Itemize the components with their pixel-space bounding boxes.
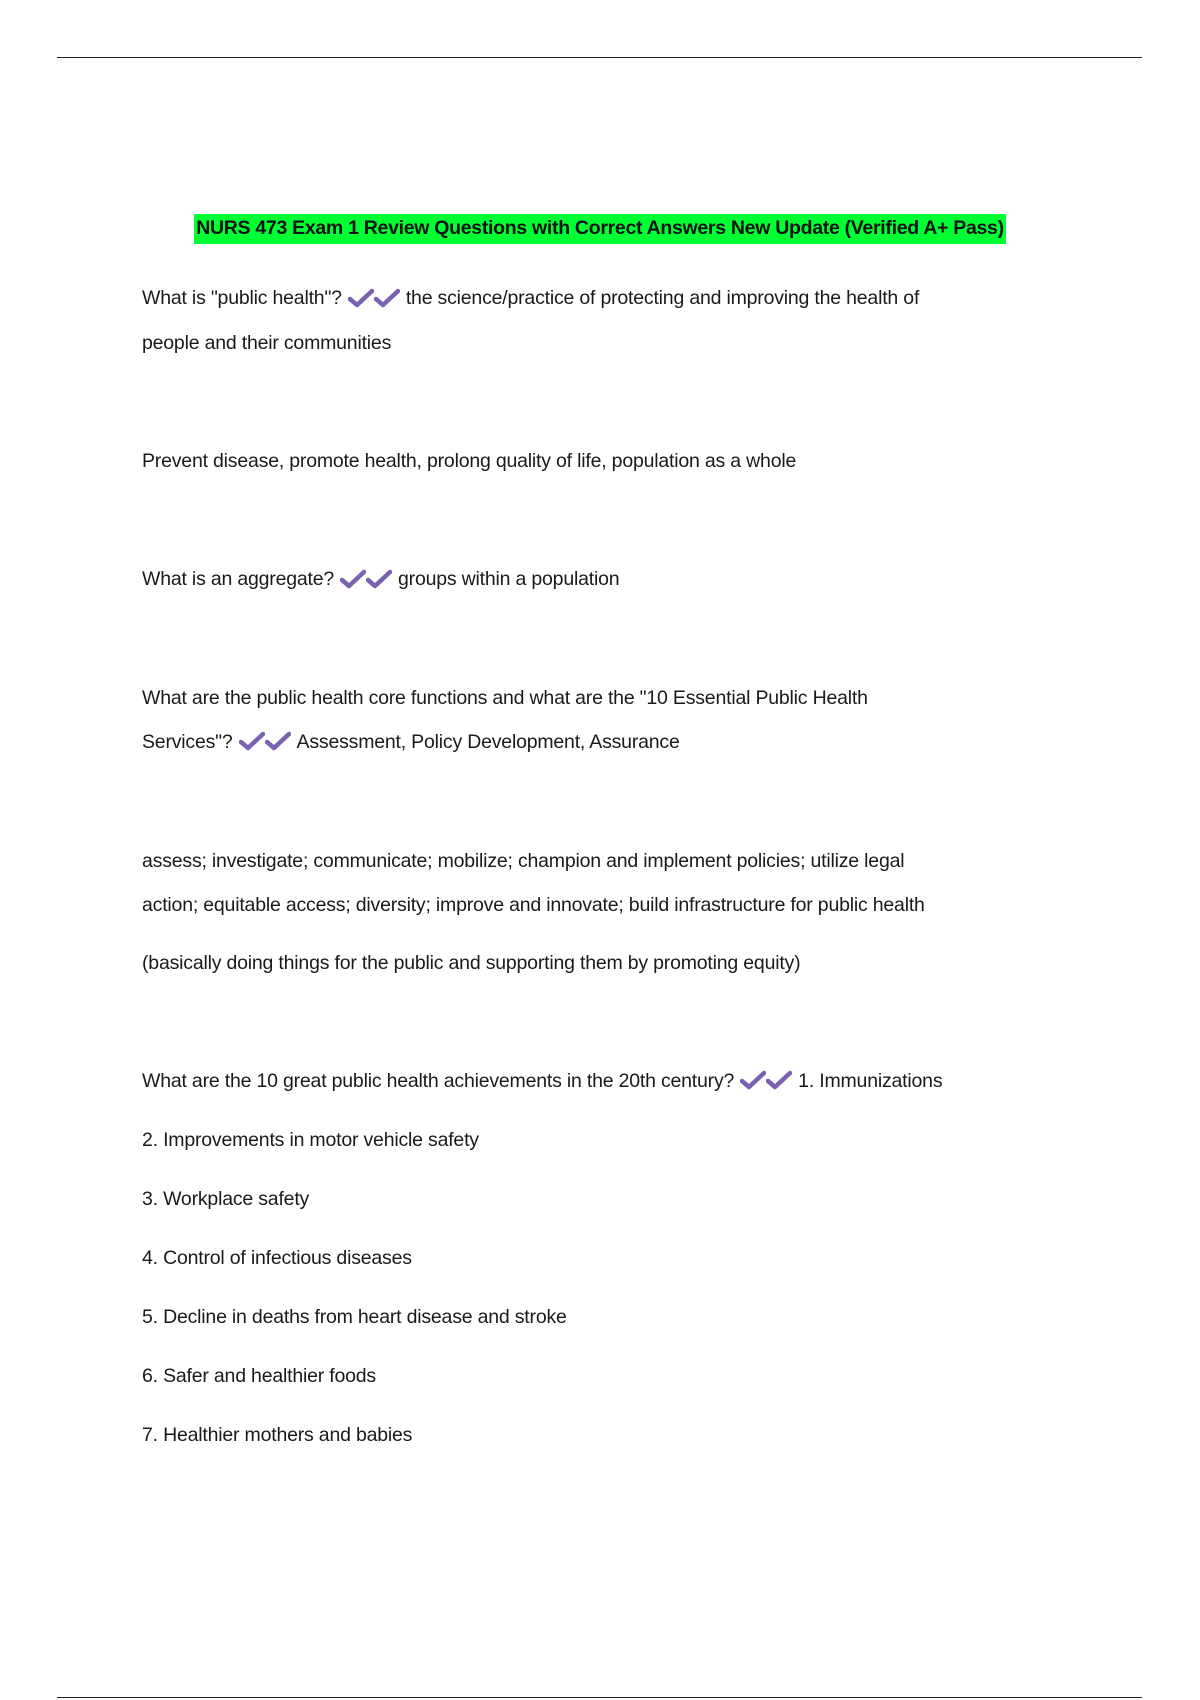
- double-check-marks: [740, 1057, 792, 1101]
- check-icon: [374, 288, 400, 308]
- check-icon: [740, 1070, 766, 1090]
- spacer: [142, 602, 1062, 676]
- list-item: 2. Improvements in motor vehicle safety: [142, 1129, 479, 1152]
- qa-core-functions: [142, 676, 1062, 765]
- question-text: What are the 10 great public health achievements in the 20th century?: [142, 1069, 735, 1092]
- answer-text: the science/practice of protecting and improving the health of: [405, 287, 920, 309]
- title-container: [0, 214, 1200, 244]
- paragraph-line: (basically doing things for the public and supporting them by promoting equity): [142, 951, 801, 974]
- document-title: NURS 473 Exam 1 Review Questions with Correct Answers New Update (Verified A+ Pass): [194, 214, 1006, 244]
- question-text: What is an aggregate?: [142, 567, 335, 590]
- double-check-marks: [340, 556, 392, 600]
- public-health-goals: [142, 439, 1062, 483]
- double-check-marks: [239, 719, 291, 763]
- document-body: [142, 276, 1062, 1457]
- essential-services-list: [142, 839, 1062, 985]
- spacer: [142, 365, 1062, 439]
- qa-line: [142, 276, 1062, 321]
- paragraph-line: action; equitable access; diversity; improve and innovate; build infrastructure for public health: [142, 893, 925, 916]
- answer-continuation: people and their communities: [142, 331, 392, 354]
- qa-line: [142, 557, 1062, 602]
- paragraph-line: assess; investigate; communicate; mobilize; champion and implement policies; utilize legal: [142, 849, 905, 872]
- check-icon: [239, 731, 265, 751]
- list-item: 1. Immunizations: [798, 1069, 943, 1092]
- check-icon: [265, 731, 291, 751]
- footer-rule: [57, 1697, 1142, 1698]
- header-rule: [57, 57, 1142, 58]
- qa-aggregate: [142, 557, 1062, 602]
- paragraph-text: Prevent disease, promote health, prolong quality of life, population as a whole: [142, 449, 797, 472]
- double-check-marks: [348, 275, 400, 319]
- question-text: What are the public health core functions and what are the "10 Essential Public Health: [142, 686, 868, 709]
- question-text: Services"?: [142, 730, 233, 753]
- answer-text: Assessment, Policy Development, Assurance: [296, 730, 680, 753]
- check-icon: [340, 569, 366, 589]
- spacer: [142, 985, 1062, 1059]
- qa-line: [142, 720, 1062, 765]
- list-item: 3. Workplace safety: [142, 1188, 310, 1211]
- qa-line: [142, 1059, 1062, 1104]
- check-icon: [366, 569, 392, 589]
- qa-achievements: [142, 1059, 1062, 1458]
- list-item: 7. Healthier mothers and babies: [142, 1424, 413, 1447]
- answer-text: groups within a population: [398, 567, 620, 590]
- list-item: 4. Control of infectious diseases: [142, 1247, 412, 1270]
- spacer: [142, 483, 1062, 557]
- qa-public-health: [142, 276, 1062, 365]
- check-icon: [766, 1070, 792, 1090]
- question-text: What is "public health"?: [142, 287, 342, 309]
- spacer: [142, 765, 1062, 839]
- check-icon: [348, 288, 374, 308]
- list-item: 6. Safer and healthier foods: [142, 1365, 376, 1388]
- list-item: 5. Decline in deaths from heart disease and stroke: [142, 1306, 567, 1329]
